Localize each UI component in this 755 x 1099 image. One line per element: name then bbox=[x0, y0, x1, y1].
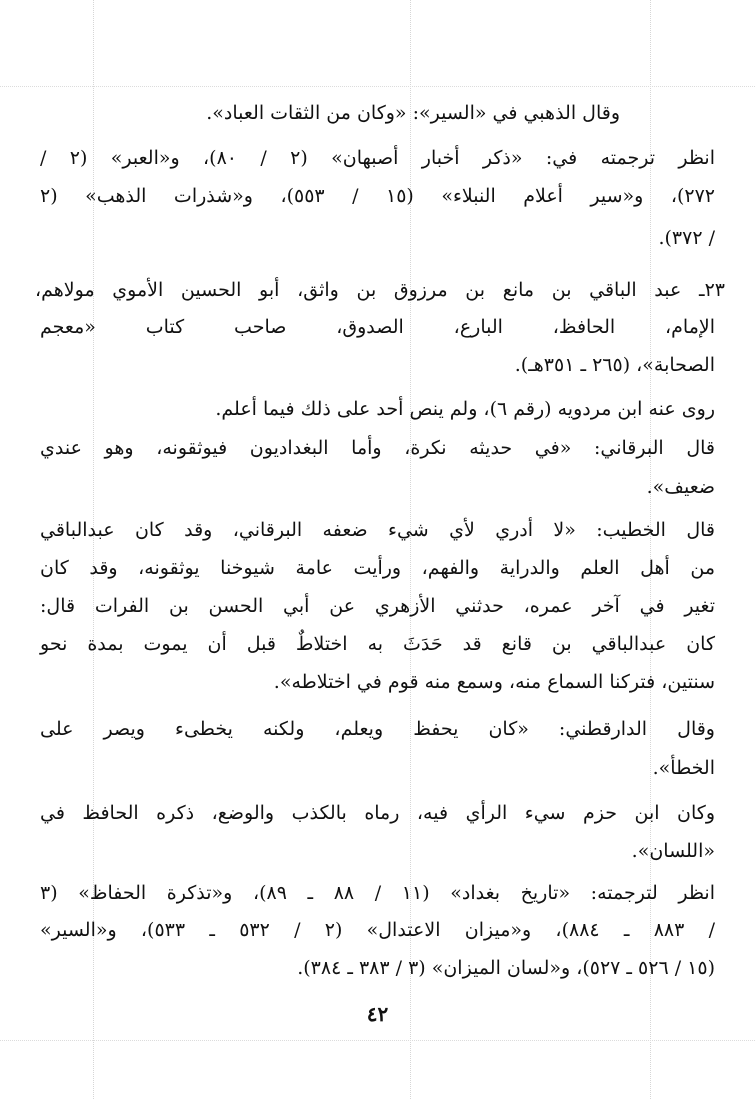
text-line: وكان ابن حزم سيء الرأي فيه، رماه بالكذب والوضع، ذكره الحافظ في bbox=[40, 802, 715, 824]
text-line: وقال الذهبي في «السير»: «وكان من الثقات العباد». bbox=[206, 102, 620, 124]
text-line: «اللسان». bbox=[631, 840, 715, 862]
text-line: الإمام، الحافظ، البارع، الصدوق، صاحب كتاب «معجم bbox=[40, 316, 715, 338]
text-line: وقال الدارقطني: «كان يحفظ ويعلم، ولكنه يخطىء ويصر على bbox=[40, 718, 715, 740]
text-line: انظر لترجمته: «تاريخ بغداد» (١١ / ٨٨ ـ ٨٩)، و«تذكرة الحفاظ» (٣ bbox=[40, 882, 715, 904]
text-line: / ٣٧٢). bbox=[658, 227, 715, 249]
scan-guide-line bbox=[0, 1040, 755, 1041]
text-line: (١٥ / ٥٢٦ ـ ٥٢٧)، و«لسان الميزان» (٣ / ٣٨٣ ـ ٣٨٤). bbox=[297, 957, 715, 979]
text-line: / ٨٨٣ ـ ٨٨٤)، و«ميزان الاعتدال» (٢ / ٥٣٢ ـ ٥٣٣)، و«السير» bbox=[40, 919, 715, 941]
text-line: تغير في آخر عمره، حدثني الأزهري عن أبي الحسن بن الفرات قال: bbox=[40, 595, 715, 617]
entry-heading: ٢٣ـ عبد الباقي بن مانع بن مرزوق بن واثق، أبو الحسين الأموي مولاهم، bbox=[35, 279, 725, 301]
text-line: انظر ترجمته في: «ذكر أخبار أصبهان» (٢ / ٨٠)، و«العبر» (٢ / bbox=[40, 147, 715, 169]
text-line: ٢٧٢)، و«سير أعلام النبلاء» (١٥ / ٥٥٣)، و«شذرات الذهب» (٢ bbox=[40, 185, 716, 207]
text-line: سنتين، فتركنا السماع منه، وسمع منه قوم في اختلاطه». bbox=[273, 671, 715, 693]
text-line: روى عنه ابن مردويه (رقم ٦)، ولم ينص أحد على ذلك فيما أعلم. bbox=[215, 398, 715, 420]
text-line: ضعيف». bbox=[646, 476, 715, 498]
text-line: كان عبدالباقي بن قانع قد حَدَثَ به اختلاطٌ قبل أن يموت بمدة نحو bbox=[40, 633, 715, 655]
text-line: قال الخطيب: «لا أدري لأي شيء ضعفه البرقاني، وقد كان عبدالباقي bbox=[40, 519, 715, 541]
text-line: قال البرقاني: «في حديثه نكرة، وأما البغداديون فيوثقونه، وهو عندي bbox=[40, 437, 715, 459]
page-number: ٤٢ bbox=[366, 1002, 389, 1026]
text-line: الخطأ». bbox=[652, 757, 715, 779]
text-line: من أهل العلم والدراية والفهم، ورأيت عامة شيوخنا يوثقونه، وقد كان bbox=[40, 557, 715, 579]
scan-guide-line bbox=[0, 86, 755, 87]
text-line: الصحابة»، (٢٦٥ ـ ٣٥١هـ). bbox=[514, 354, 715, 376]
